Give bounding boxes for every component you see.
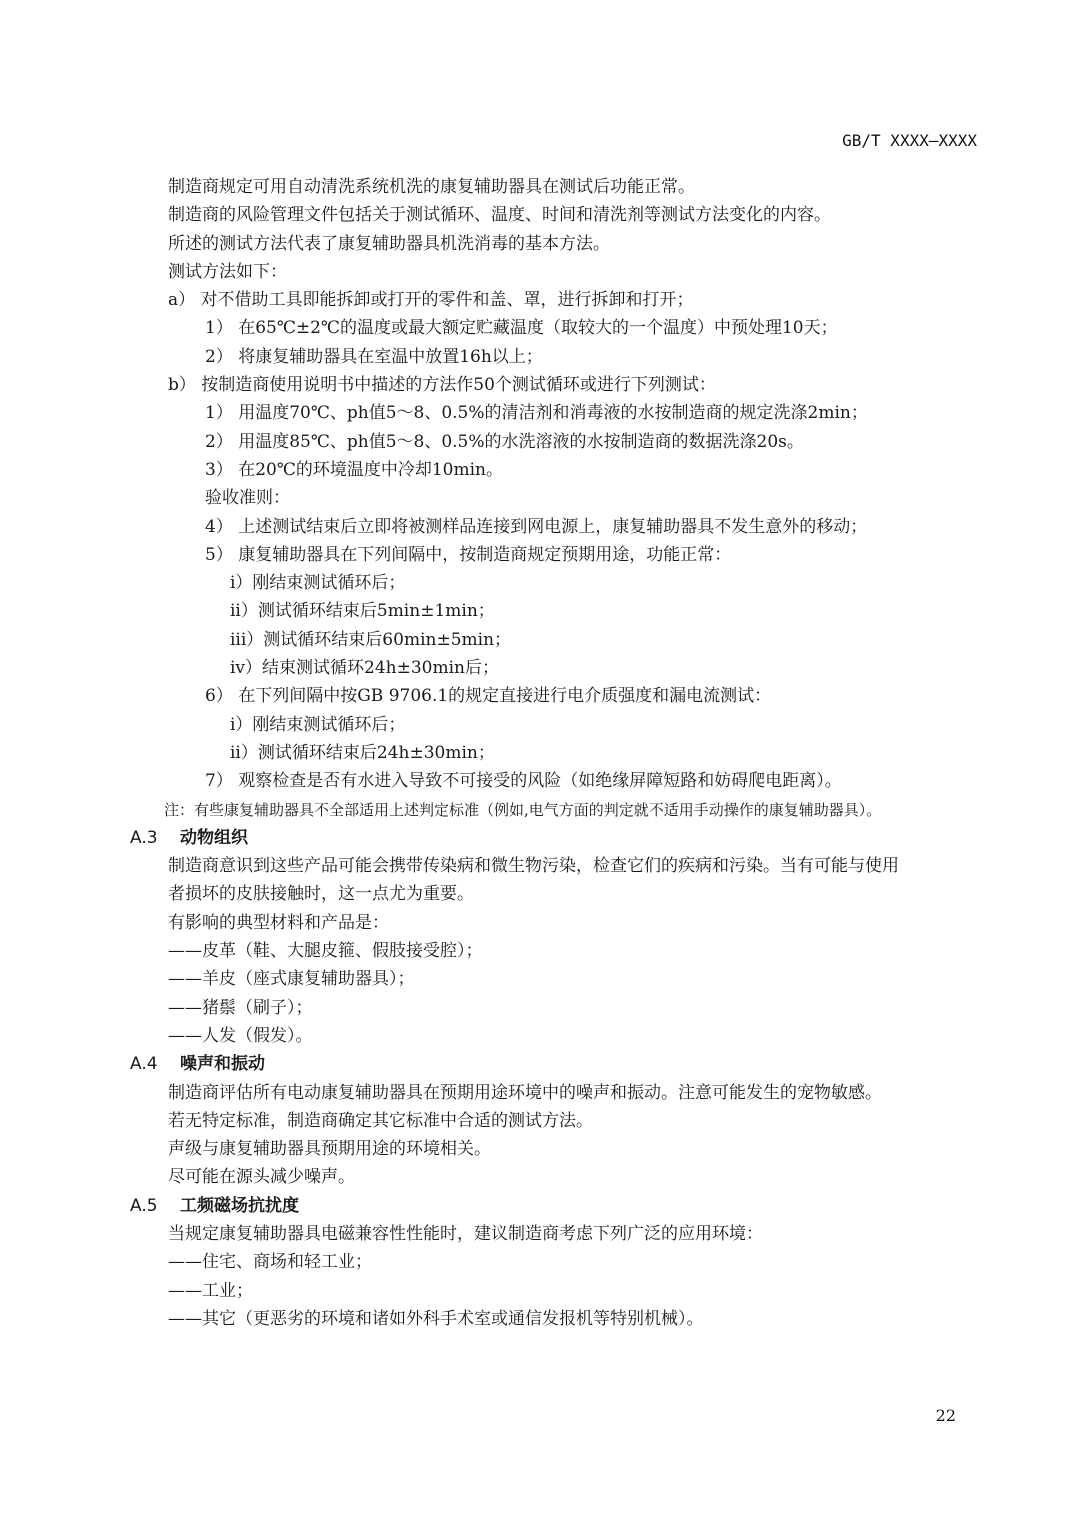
text-line: 7） 观察检查是否有水进入导致不可接受的风险（如绝缘屏障短路和妨碍爬电距离）。 bbox=[205, 771, 842, 792]
text-line: ——工业； bbox=[168, 1280, 253, 1301]
section-number: A.5 bbox=[130, 1195, 158, 1216]
text-line: 测试方法如下： bbox=[168, 261, 287, 282]
section-title: 噪声和振动 bbox=[180, 1054, 265, 1075]
section-title: 工频磁场抗扰度 bbox=[180, 1195, 299, 1216]
document-body bbox=[130, 173, 990, 1333]
text-line: 制造商的风险管理文件包括关于测试循环、温度、时间和清洗剂等测试方法变化的内容。 bbox=[168, 205, 831, 226]
text-line: ii）测试循环结束后5min±1min； bbox=[230, 601, 495, 622]
text-line: ——人发（假发）。 bbox=[168, 1025, 313, 1046]
text-line: 者损坏的皮肤接触时，这一点尤为重要。 bbox=[168, 884, 474, 905]
text-line: b） 按制造商使用说明书中描述的方法作50个测试循环或进行下列测试： bbox=[168, 375, 716, 396]
text-line: 6） 在下列间隔中按GB 9706.1的规定直接进行电介质强度和漏电流测试： bbox=[205, 686, 772, 707]
text-line: 声级与康复辅助器具预期用途的环境相关。 bbox=[168, 1139, 491, 1160]
text-line: ——住宅、商场和轻工业； bbox=[168, 1252, 372, 1273]
section-number: A.3 bbox=[130, 827, 158, 848]
text-line: ii）测试循环结束后24h±30min； bbox=[230, 742, 495, 763]
text-line: 验收准则： bbox=[205, 488, 290, 509]
text-line: 2） 将康复辅助器具在室温中放置16h以上； bbox=[205, 346, 543, 367]
text-line: ——猪鬃（刷子）； bbox=[168, 997, 313, 1018]
text-line: 制造商意识到这些产品可能会携带传染病和微生物污染，检查它们的疾病和污染。当有可能与使用 bbox=[168, 856, 899, 877]
text-line: 制造商评估所有电动康复辅助器具在预期用途环境中的噪声和振动。注意可能发生的宠物敏感。 bbox=[168, 1082, 882, 1103]
section-heading bbox=[130, 824, 990, 852]
section-heading bbox=[130, 1050, 990, 1078]
text-line: 尽可能在源头减少噪声。 bbox=[168, 1167, 355, 1188]
standard-code: GB/T XXXX—XXXX bbox=[842, 131, 977, 150]
text-line: 5） 康复辅助器具在下列间隔中，按制造商规定预期用途，功能正常： bbox=[205, 544, 732, 565]
text-line: iv）结束测试循环24h±30min后； bbox=[230, 658, 500, 679]
page-number: 22 bbox=[935, 1406, 956, 1425]
text-line: iii）测试循环结束后60min±5min； bbox=[230, 629, 512, 650]
section-number: A.4 bbox=[130, 1054, 158, 1075]
text-line: 当规定康复辅助器具电磁兼容性性能时，建议制造商考虑下列广泛的应用环境： bbox=[168, 1223, 763, 1244]
text-line: 4） 上述测试结束后立即将被测样品连接到网电源上，康复辅助器具不发生意外的移动； bbox=[205, 516, 868, 537]
text-line: ——羊皮（座式康复辅助器具）； bbox=[168, 969, 415, 990]
text-line: 有影响的典型材料和产品是： bbox=[168, 912, 389, 933]
text-line: 若无特定标准，制造商确定其它标准中合适的测试方法。 bbox=[168, 1110, 593, 1131]
text-line: 3） 在20℃的环境温度中冷却10min。 bbox=[205, 459, 504, 480]
text-line: 1） 在65℃±2℃的温度或最大额定贮藏温度（取较大的一个温度）中预处理10天； bbox=[205, 318, 838, 339]
text-line: 2） 用温度85℃、ph值5～8、0.5%的水洗溶液的水按制造商的数据洗涤20s。 bbox=[205, 431, 804, 452]
note-line: 注：有些康复辅助器具不全部适用上述判定标准（例如,电气方面的判定就不适用手动操作的康复辅助器具）。 bbox=[164, 800, 882, 819]
text-line: ——皮革（鞋、大腿皮箍、假肢接受腔）； bbox=[168, 941, 483, 962]
text-line: i）刚结束测试循环后； bbox=[230, 573, 406, 594]
text-line: i）刚结束测试循环后； bbox=[230, 714, 406, 735]
text-line: 制造商规定可用自动清洗系统机洗的康复辅助器具在测试后功能正常。 bbox=[168, 177, 695, 197]
text-line: 所述的测试方法代表了康复辅助器具机洗消毒的基本方法。 bbox=[168, 233, 610, 254]
section-heading bbox=[130, 1192, 990, 1220]
text-line: 1） 用温度70℃、ph值5～8、0.5%的清洁剂和消毒液的水按制造商的规定洗涤2min； bbox=[205, 403, 868, 424]
text-line: a） 对不借助工具即能拆卸或打开的零件和盖、罩，进行拆卸和打开； bbox=[168, 290, 694, 311]
section-title: 动物组织 bbox=[180, 827, 248, 848]
text-line: ——其它（更恶劣的环境和诸如外科手术室或通信发报机等特别机械）。 bbox=[168, 1308, 704, 1329]
